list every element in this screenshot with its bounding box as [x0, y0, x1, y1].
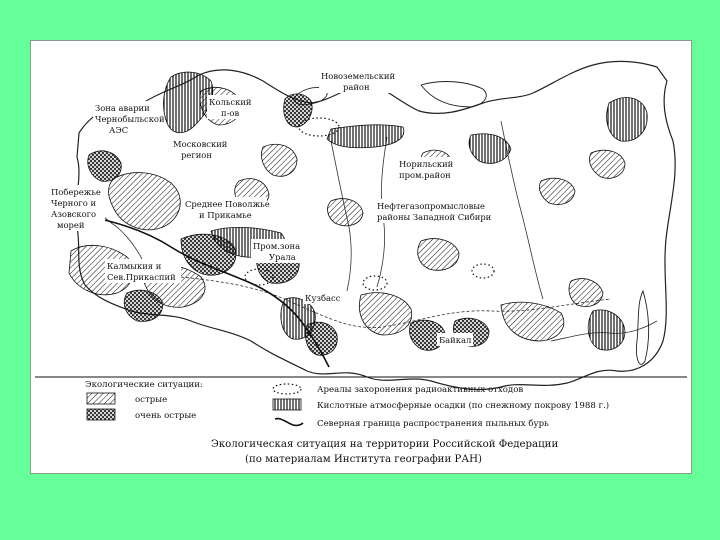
very-acute-zone-novaya-zemlya: [284, 94, 312, 127]
very-acute-zone-kuzbass: [305, 322, 337, 355]
acute-zone-oil: [418, 239, 459, 271]
label-kalmykia-line1: Калмыкия и: [107, 261, 162, 271]
label-moscow: [171, 137, 228, 161]
legend-swatch-acid: [273, 399, 301, 410]
label-moscow-line2: регион: [181, 150, 212, 160]
legend-dust-storm-label: Северная граница распространения пыльных бурь: [317, 419, 549, 429]
acute-zone-amur-north: [569, 279, 603, 307]
very-acute-zone-chernobyl: [88, 151, 122, 181]
acute-zone-siberia-south: [359, 293, 411, 335]
label-oil-line2: районы Западной Сибири: [377, 212, 492, 222]
radioactive-area-tomsk: [363, 276, 387, 290]
label-novaya-zemlya-line1: Новоземельский: [321, 71, 396, 81]
label-chernobyl-line3: АЭС: [109, 125, 129, 135]
acute-zone-moscow: [109, 173, 181, 230]
label-volga: [183, 197, 270, 221]
label-black-sea: [49, 185, 105, 231]
label-kola-line2: п-ов: [221, 108, 240, 118]
acid-zone-far-east: [607, 98, 648, 142]
ecology-map: [31, 41, 691, 473]
acute-zone-yamal: [261, 144, 297, 176]
label-norilsk-line2: пром.район: [399, 170, 451, 180]
taymyr-outline: [421, 82, 486, 107]
label-oil: [375, 199, 505, 223]
label-black-sea-line4: морей: [57, 220, 85, 230]
label-norilsk-line1: Норильский: [399, 159, 454, 169]
caption-line2: (по материалам Института географии РАН): [245, 454, 482, 465]
legend: [85, 380, 609, 429]
very-acute-zone-volga: [181, 234, 236, 275]
acute-zone-yakutia: [539, 178, 575, 204]
label-oil-line1: Нефтегазопромысловые: [377, 201, 485, 211]
label-urals-line2: Урала: [269, 252, 296, 262]
label-novaya-zemlya: [319, 69, 395, 93]
legend-radioactive-label: Ареалы захоронения радиоактивных отходов: [317, 385, 524, 395]
acute-zone-tyumen: [328, 199, 363, 226]
caption-line1: Экологическая ситуация на территории Российской Федерации: [211, 439, 559, 450]
label-volga-line1: Среднее Поволжье: [185, 199, 270, 209]
label-chernobyl-line2: Чернобыльской: [95, 114, 165, 124]
label-moscow-line1: Московский: [173, 139, 228, 149]
legend-swatch-very-acute: [87, 409, 115, 420]
label-urals-line1: Пром.зона: [253, 241, 301, 251]
acute-zone-transbaikal: [501, 302, 564, 341]
label-kuzbass: [303, 291, 343, 304]
label-volga-line2: и Прикамье: [199, 210, 252, 220]
radioactive-area-krasnoyarsk: [472, 264, 494, 278]
label-kola: [207, 95, 259, 119]
label-kalmykia: [105, 259, 181, 283]
label-chernobyl: [93, 101, 165, 137]
label-black-sea-line1: Побережье: [51, 187, 101, 197]
label-urals: [251, 239, 307, 263]
label-norilsk: [397, 157, 463, 181]
label-baikal-text: Байкал: [439, 335, 472, 345]
legend-acid-label: Кислотные атмосферные осадки (по снежному покрову 1988 г.): [317, 401, 610, 411]
acute-zone-chukotka: [589, 150, 625, 178]
legend-very-acute-label: очень острые: [135, 411, 197, 421]
label-kalmykia-line2: Сев.Прикаспий: [107, 272, 176, 282]
radioactive-area-novaya-zemlya: [299, 118, 339, 136]
legend-swatch-acute: [87, 393, 115, 404]
acid-zone-amur: [588, 310, 625, 350]
label-baikal: [437, 333, 473, 346]
legend-acute-label: острые: [135, 395, 168, 405]
label-kuzbass-text: Кузбасс: [305, 293, 341, 303]
map-card: [30, 40, 692, 474]
label-chernobyl-line1: Зона аварии: [95, 103, 150, 113]
label-kola-line1: Кольский: [209, 97, 252, 107]
legend-swatch-radioactive: [273, 384, 301, 394]
label-black-sea-line3: Азовского: [51, 209, 97, 219]
legend-title: Экологические ситуации:: [85, 380, 203, 390]
label-black-sea-line2: Черного и: [51, 198, 97, 208]
legend-swatch-dust-storm: [275, 419, 303, 426]
label-novaya-zemlya-line2: район: [343, 82, 370, 92]
